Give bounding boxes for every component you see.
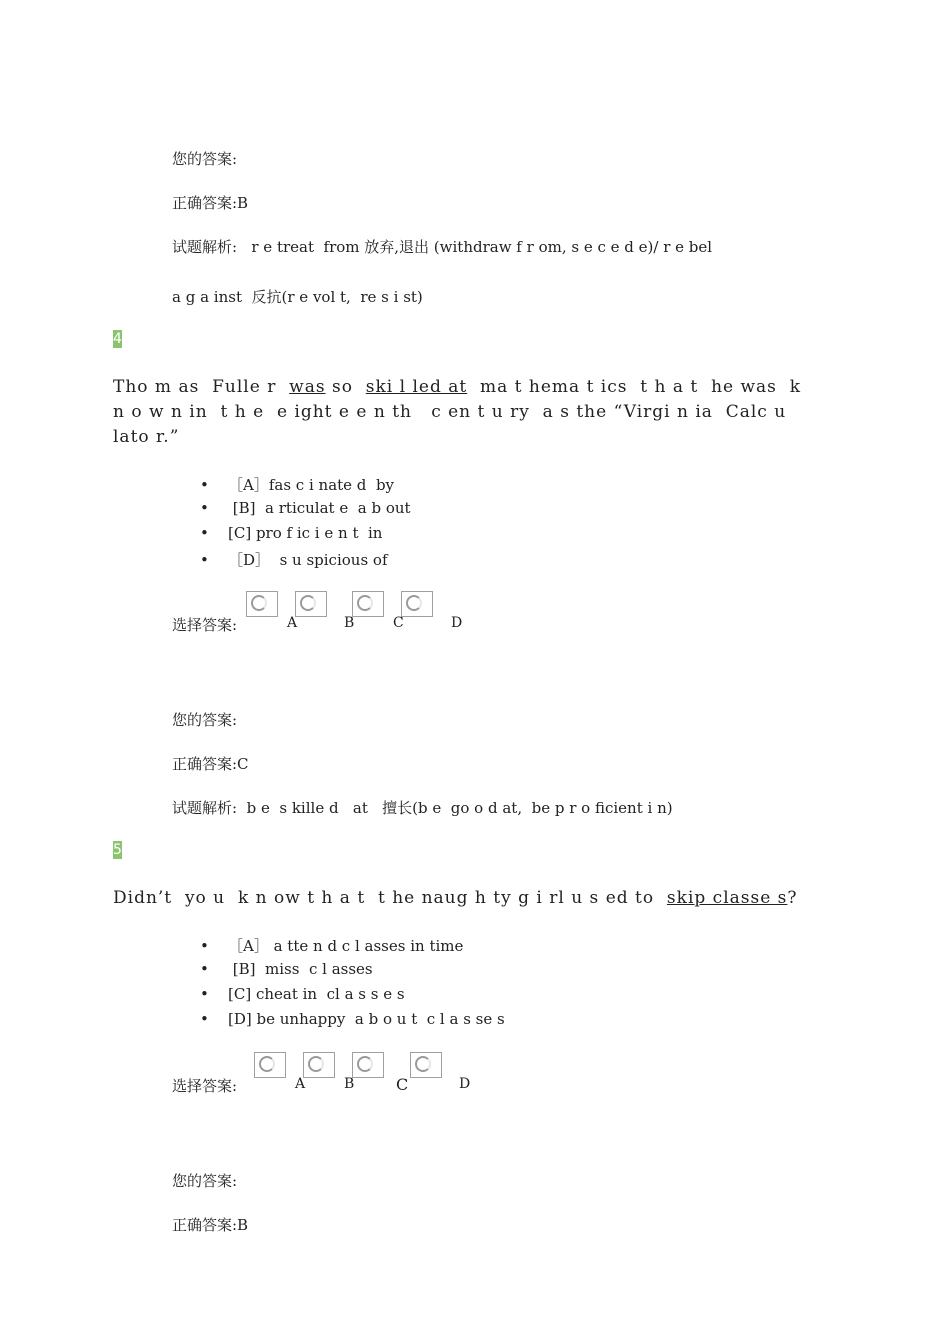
q4-stem-line3: lato r.” bbox=[113, 427, 180, 447]
q4-choice-label-b: B bbox=[344, 615, 355, 631]
q5-option-b bbox=[200, 960, 373, 978]
q5-select-label: 选择答案: bbox=[172, 1077, 238, 1095]
q5-choice-label-b: B bbox=[344, 1076, 355, 1092]
bullet-icon: • bbox=[200, 1010, 209, 1028]
q5-correct-answer: 正确答案:B bbox=[172, 1216, 249, 1234]
q4-correct-answer: 正确答案:C bbox=[172, 755, 249, 773]
q5-radio-d[interactable] bbox=[410, 1052, 442, 1078]
q5-stem-text: ? bbox=[787, 888, 798, 908]
q5-radio-a[interactable] bbox=[254, 1052, 286, 1078]
q4-stem-text: ma t hema t ics t h a t he was k bbox=[467, 377, 801, 397]
q4-stem-text: so bbox=[325, 377, 366, 397]
q5-option-a-text: ［A］ a tte n d c l asses in time bbox=[228, 937, 464, 955]
bullet-icon: • bbox=[200, 960, 209, 978]
q3-correct-answer: 正确答案:B bbox=[172, 194, 249, 212]
q4-option-a bbox=[200, 474, 394, 495]
q4-analysis: 试题解析: b e s kille d at 擅长(b e go o d at, be p r o ficient i n) bbox=[172, 799, 673, 817]
bullet-icon: • bbox=[200, 524, 209, 542]
q4-choice-label-a: A bbox=[287, 615, 298, 631]
q4-option-b bbox=[200, 499, 411, 517]
q4-stem-text: Tho m as Fulle r bbox=[113, 377, 290, 397]
q5-underlined-phrase: skip classe s bbox=[666, 888, 788, 908]
q3-analysis-line1: 试题解析: r e treat from 放弃,退出 (withdraw f r om, s e c e d e)/ r e bel bbox=[172, 238, 713, 256]
q4-choice-label-d: D bbox=[451, 615, 463, 631]
q4-your-answer: 您的答案: bbox=[172, 711, 238, 729]
q4-option-c bbox=[200, 524, 382, 542]
q4-option-b-text: [B] a rticulat e a b out bbox=[228, 499, 411, 517]
q5-option-d-text: [D] be unhappy a b o u t c l a s se s bbox=[228, 1010, 505, 1028]
q4-select-label: 选择答案: bbox=[172, 616, 238, 634]
q4-radio-b[interactable] bbox=[295, 591, 327, 617]
q5-stem-text: Didn’t yo u k n ow t h a t t he naug h ty g i rl u s ed to bbox=[113, 888, 667, 908]
bullet-icon: • bbox=[200, 476, 209, 494]
q5-option-b-text: [B] miss c l asses bbox=[228, 960, 373, 978]
q4-radio-d[interactable] bbox=[401, 591, 433, 617]
q5-radio-b[interactable] bbox=[303, 1052, 335, 1078]
q4-choice-label-c: C bbox=[393, 615, 404, 631]
bullet-icon: • bbox=[200, 937, 209, 955]
question-number-5: 5 bbox=[113, 842, 122, 858]
q4-option-d bbox=[200, 549, 388, 570]
bullet-icon: • bbox=[200, 499, 209, 517]
q5-choice-label-c: C bbox=[396, 1075, 409, 1094]
q5-option-a bbox=[200, 935, 463, 956]
q3-your-answer: 您的答案: bbox=[172, 150, 238, 168]
q5-stem-line1 bbox=[113, 888, 798, 908]
q4-option-a-text: ［A］fas c i nate d by bbox=[228, 476, 395, 494]
q5-option-d bbox=[200, 1010, 505, 1028]
q3-analysis-line2: a g a inst 反抗(r e vol t, re s i st) bbox=[172, 288, 423, 306]
q4-underlined-phrase: ski l led at bbox=[365, 377, 468, 397]
bullet-icon: • bbox=[200, 985, 209, 1003]
q4-option-c-text: [C] pro f ic i e n t in bbox=[228, 524, 383, 542]
q4-underlined-word: was bbox=[289, 377, 326, 397]
q5-option-c-text: [C] cheat in cl a s s e s bbox=[228, 985, 405, 1003]
q4-radio-c[interactable] bbox=[352, 591, 384, 617]
q5-your-answer: 您的答案: bbox=[172, 1172, 238, 1190]
q4-stem-line2: n o w n in t h e e ight e e n th c en t u ry a s the “Virgi n ia Calc u bbox=[113, 402, 787, 422]
q4-stem-line1 bbox=[113, 377, 801, 397]
question-number-4: 4 bbox=[113, 331, 122, 347]
q4-option-d-text: ［D］ s u spicious of bbox=[228, 551, 388, 569]
q5-radio-c[interactable] bbox=[352, 1052, 384, 1078]
q5-option-c bbox=[200, 985, 405, 1003]
q5-choice-label-d: D bbox=[459, 1076, 471, 1092]
q4-radio-a[interactable] bbox=[246, 591, 278, 617]
bullet-icon: • bbox=[200, 551, 209, 569]
q5-choice-label-a: A bbox=[295, 1076, 306, 1092]
